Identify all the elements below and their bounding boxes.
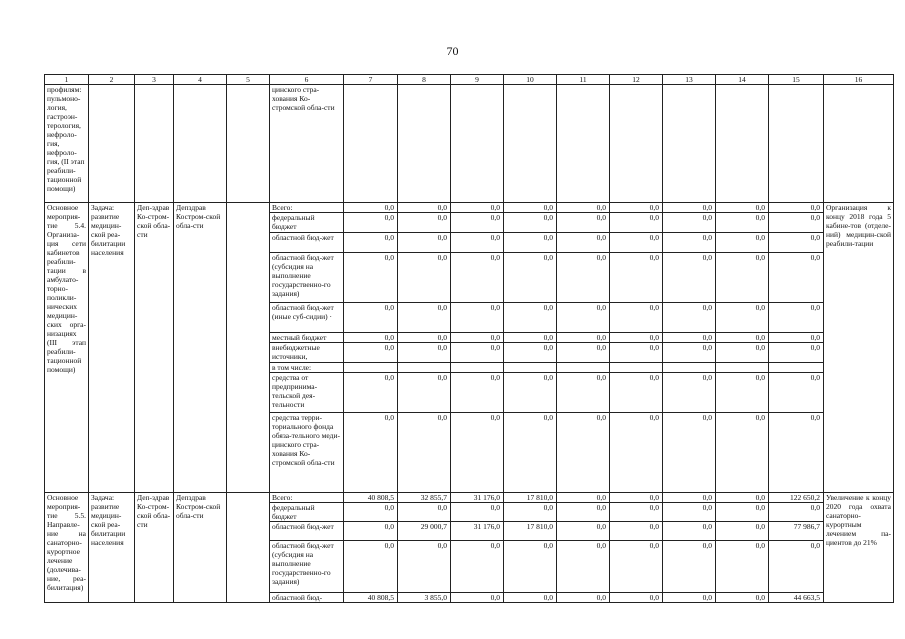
- amount-cell: 0,0: [663, 503, 716, 522]
- table-row: [45, 203, 894, 213]
- empty-cell: [610, 85, 663, 203]
- amount-cell: 0,0: [504, 303, 557, 333]
- budget-table: [44, 74, 894, 603]
- task-description: Задача: развитие медицин-ской реа-билитации населения: [89, 203, 135, 493]
- amount-cell: 0,0: [344, 522, 398, 541]
- amount-cell: 0,0: [557, 373, 610, 413]
- empty-cell: [769, 85, 824, 203]
- amount-cell: 0,0: [663, 203, 716, 213]
- amount-cell: 0,0: [610, 333, 663, 343]
- empty-cell: [227, 493, 270, 603]
- empty-cell: [227, 203, 270, 493]
- amount-cell: 0,0: [398, 253, 451, 303]
- amount-cell: 0,0: [716, 503, 769, 522]
- funding-source-label: средства терри-ториального фонда обяза-тельного меди-цинского стра-хования Ко-стромской обла-сти: [270, 413, 344, 493]
- amount-cell: 0,0: [398, 413, 451, 493]
- amount-cell: 40 808,5: [344, 593, 398, 603]
- amount-cell: 0,0: [716, 343, 769, 363]
- empty-cell: [824, 85, 894, 203]
- amount-cell: 0,0: [451, 373, 504, 413]
- amount-cell: 0,0: [557, 253, 610, 303]
- amount-cell: 0,0: [451, 333, 504, 343]
- amount-cell: 17 810,0: [504, 493, 557, 503]
- empty-cell: [174, 85, 227, 203]
- activity-name: Основное мероприя-тие 5.5. Направле-ние на санаторно-курортное лечение (долечива-ние, реа-билитация): [45, 493, 89, 603]
- amount-cell: 0,0: [451, 303, 504, 333]
- amount-cell: 0,0: [716, 493, 769, 503]
- amount-cell: 0,0: [769, 343, 824, 363]
- amount-cell: 0,0: [663, 303, 716, 333]
- funding-source-label: федеральный бюджет: [270, 503, 344, 522]
- column-header: 4: [174, 75, 227, 85]
- amount-cell: 0,0: [610, 253, 663, 303]
- amount-cell: [557, 363, 610, 373]
- funding-source-label: в том числе:: [270, 363, 344, 373]
- column-header: 15: [769, 75, 824, 85]
- funding-source-label: средства от предпринима-тельской дея-тельности: [270, 373, 344, 413]
- activity-name: Основное мероприя-тие 5.4. Организа-ция сети кабинетов реабили-тации в амбулато-торно-поликли-нических медицин-ских орга-низациях (III этап реабили-тационной помощи): [45, 203, 89, 493]
- amount-cell: 0,0: [769, 373, 824, 413]
- empty-cell: [504, 85, 557, 203]
- executor: Деп-здрав Ко-стром-ской обла-сти: [135, 493, 174, 603]
- amount-cell: 0,0: [344, 333, 398, 343]
- empty-cell: [716, 85, 769, 203]
- amount-cell: 0,0: [451, 593, 504, 603]
- amount-cell: 0,0: [504, 343, 557, 363]
- amount-cell: 0,0: [504, 333, 557, 343]
- column-header: 9: [451, 75, 504, 85]
- funding-source-label: Всего:: [270, 203, 344, 213]
- executor: Деп-здрав Ко-стром-ской обла-сти: [135, 203, 174, 493]
- amount-cell: 0,0: [451, 343, 504, 363]
- amount-cell: 0,0: [557, 522, 610, 541]
- amount-cell: 0,0: [610, 522, 663, 541]
- amount-cell: 0,0: [610, 303, 663, 333]
- amount-cell: 0,0: [610, 593, 663, 603]
- empty-cell: [227, 85, 270, 203]
- amount-cell: 0,0: [557, 503, 610, 522]
- column-header: 2: [89, 75, 135, 85]
- amount-cell: 0,0: [663, 593, 716, 603]
- funding-source-label: областной бюд-жет: [270, 522, 344, 541]
- funding-source-label: областной бюд-жет: [270, 233, 344, 253]
- amount-cell: 0,0: [663, 233, 716, 253]
- amount-cell: 0,0: [716, 203, 769, 213]
- amount-cell: [398, 363, 451, 373]
- amount-cell: 0,0: [557, 343, 610, 363]
- amount-cell: 31 176,0: [451, 522, 504, 541]
- amount-cell: 0,0: [504, 373, 557, 413]
- amount-cell: 0,0: [610, 493, 663, 503]
- empty-cell: [663, 85, 716, 203]
- amount-cell: 0,0: [716, 541, 769, 593]
- amount-cell: 0,0: [769, 413, 824, 493]
- amount-cell: 40 808,5: [344, 493, 398, 503]
- amount-cell: 122 650,2: [769, 493, 824, 503]
- amount-cell: 0,0: [557, 541, 610, 593]
- amount-cell: 0,0: [769, 333, 824, 343]
- amount-cell: 0,0: [769, 503, 824, 522]
- amount-cell: 0,0: [769, 213, 824, 233]
- amount-cell: 0,0: [398, 333, 451, 343]
- amount-cell: 0,0: [451, 253, 504, 303]
- amount-cell: 0,0: [716, 233, 769, 253]
- amount-cell: 0,0: [451, 413, 504, 493]
- amount-cell: 0,0: [716, 373, 769, 413]
- amount-cell: 0,0: [716, 303, 769, 333]
- responsible-body: Депздрав Костром-ской обла-сти: [174, 493, 227, 603]
- funding-source-label: внебюджетные источники,: [270, 343, 344, 363]
- amount-cell: 0,0: [557, 593, 610, 603]
- column-header: 16: [824, 75, 894, 85]
- amount-cell: 0,0: [769, 541, 824, 593]
- empty-cell: [451, 85, 504, 203]
- table-row: [45, 493, 894, 503]
- table-row: [45, 85, 894, 203]
- amount-cell: [716, 363, 769, 373]
- column-header: 3: [135, 75, 174, 85]
- funding-source-label: областной бюд-жет (субсидия на выполнение государственно-го задания): [270, 253, 344, 303]
- amount-cell: 0,0: [610, 213, 663, 233]
- amount-cell: 0,0: [344, 213, 398, 233]
- amount-cell: 0,0: [663, 541, 716, 593]
- column-header: 10: [504, 75, 557, 85]
- funding-source-label: местный бюджет: [270, 333, 344, 343]
- column-header: 13: [663, 75, 716, 85]
- amount-cell: 77 986,7: [769, 522, 824, 541]
- amount-cell: 0,0: [504, 253, 557, 303]
- amount-cell: 0,0: [610, 233, 663, 253]
- amount-cell: 0,0: [716, 522, 769, 541]
- amount-cell: 0,0: [344, 303, 398, 333]
- amount-cell: 0,0: [610, 343, 663, 363]
- header-row: [45, 75, 894, 85]
- empty-cell: [135, 85, 174, 203]
- task-description: Задача: развитие медицин-ской реа-билитации населения: [89, 493, 135, 603]
- amount-cell: 0,0: [716, 213, 769, 233]
- amount-cell: [344, 363, 398, 373]
- amount-cell: 0,0: [557, 303, 610, 333]
- amount-cell: 0,0: [663, 493, 716, 503]
- amount-cell: 32 855,7: [398, 493, 451, 503]
- funding-source-label: областной бюд-жет (иные суб-сидии) ·: [270, 303, 344, 333]
- amount-cell: 0,0: [557, 233, 610, 253]
- amount-cell: [769, 363, 824, 373]
- amount-cell: 0,0: [716, 593, 769, 603]
- amount-cell: 0,0: [451, 203, 504, 213]
- amount-cell: 0,0: [610, 203, 663, 213]
- funding-source-label: областной бюд-: [270, 593, 344, 603]
- empty-cell: [557, 85, 610, 203]
- amount-cell: 0,0: [716, 333, 769, 343]
- amount-cell: 0,0: [663, 373, 716, 413]
- amount-cell: 0,0: [663, 413, 716, 493]
- amount-cell: 0,0: [344, 253, 398, 303]
- amount-cell: 0,0: [769, 233, 824, 253]
- amount-cell: 0,0: [398, 541, 451, 593]
- amount-cell: 0,0: [557, 213, 610, 233]
- amount-cell: 0,0: [344, 503, 398, 522]
- column-header: 5: [227, 75, 270, 85]
- amount-cell: 0,0: [557, 203, 610, 213]
- amount-cell: 0,0: [344, 541, 398, 593]
- amount-cell: 0,0: [610, 503, 663, 522]
- amount-cell: 0,0: [557, 493, 610, 503]
- amount-cell: 0,0: [769, 253, 824, 303]
- amount-cell: 0,0: [398, 343, 451, 363]
- amount-cell: 0,0: [504, 233, 557, 253]
- amount-cell: 0,0: [451, 541, 504, 593]
- amount-cell: 0,0: [663, 213, 716, 233]
- amount-cell: 0,0: [398, 303, 451, 333]
- amount-cell: 0,0: [663, 343, 716, 363]
- amount-cell: 0,0: [610, 541, 663, 593]
- amount-cell: 0,0: [398, 203, 451, 213]
- page-number: 70: [446, 44, 459, 58]
- column-header: 11: [557, 75, 610, 85]
- amount-cell: 29 000,7: [398, 522, 451, 541]
- amount-cell: 0,0: [344, 343, 398, 363]
- amount-cell: 0,0: [769, 303, 824, 333]
- column-header: 8: [398, 75, 451, 85]
- expected-result: Организация к концу 2018 года 5 кабине-тов (отделе-ний) медицин-ской реабили-тации: [824, 203, 894, 493]
- amount-cell: 0,0: [451, 213, 504, 233]
- amount-cell: 0,0: [610, 413, 663, 493]
- amount-cell: 0,0: [398, 373, 451, 413]
- amount-cell: 0,0: [451, 503, 504, 522]
- amount-cell: 0,0: [557, 413, 610, 493]
- amount-cell: 0,0: [610, 373, 663, 413]
- row-description: профилям: пульмоно-логия, гастроэн-терология, нефроло-гия, нефроло-гия, (II этап реабили-тационной помощи): [45, 85, 89, 203]
- amount-cell: [663, 363, 716, 373]
- amount-cell: [451, 363, 504, 373]
- amount-cell: 0,0: [398, 233, 451, 253]
- amount-cell: 0,0: [504, 203, 557, 213]
- amount-cell: 0,0: [663, 333, 716, 343]
- amount-cell: 0,0: [344, 233, 398, 253]
- empty-cell: [89, 85, 135, 203]
- expected-result: Увеличение к концу 2020 года охвата санаторно-курортным лечением па-циентов до 21%: [824, 493, 894, 603]
- amount-cell: 0,0: [716, 253, 769, 303]
- amount-cell: 0,0: [504, 503, 557, 522]
- amount-cell: 0,0: [504, 413, 557, 493]
- column-header: 6: [270, 75, 344, 85]
- amount-cell: 0,0: [557, 333, 610, 343]
- amount-cell: 0,0: [504, 213, 557, 233]
- funding-source-label: Всего:: [270, 493, 344, 503]
- amount-cell: 0,0: [398, 213, 451, 233]
- amount-cell: 0,0: [716, 413, 769, 493]
- amount-cell: 0,0: [344, 373, 398, 413]
- column-header: 1: [45, 75, 89, 85]
- funding-source-label: федеральный бюджет: [270, 213, 344, 233]
- amount-cell: 0,0: [504, 541, 557, 593]
- empty-cell: [398, 85, 451, 203]
- column-header: 7: [344, 75, 398, 85]
- amount-cell: 17 810,0: [504, 522, 557, 541]
- amount-cell: 3 855,0: [398, 593, 451, 603]
- amount-cell: 0,0: [451, 233, 504, 253]
- empty-cell: [344, 85, 398, 203]
- column-header: 12: [610, 75, 663, 85]
- amount-cell: 0,0: [663, 522, 716, 541]
- amount-cell: 44 663,5: [769, 593, 824, 603]
- amount-cell: [504, 363, 557, 373]
- funding-source-label: цинского стра-хования Ко-стромской обла-сти: [270, 85, 344, 203]
- amount-cell: 0,0: [663, 253, 716, 303]
- amount-cell: 0,0: [344, 413, 398, 493]
- responsible-body: Депздрав Костром-ской обла-сти: [174, 203, 227, 493]
- amount-cell: 0,0: [504, 593, 557, 603]
- amount-cell: 0,0: [769, 203, 824, 213]
- amount-cell: [610, 363, 663, 373]
- amount-cell: 0,0: [398, 503, 451, 522]
- funding-source-label: областной бюд-жет (субсидия на выполнение государственно-го задания): [270, 541, 344, 593]
- column-header: 14: [716, 75, 769, 85]
- amount-cell: 31 176,0: [451, 493, 504, 503]
- amount-cell: 0,0: [344, 203, 398, 213]
